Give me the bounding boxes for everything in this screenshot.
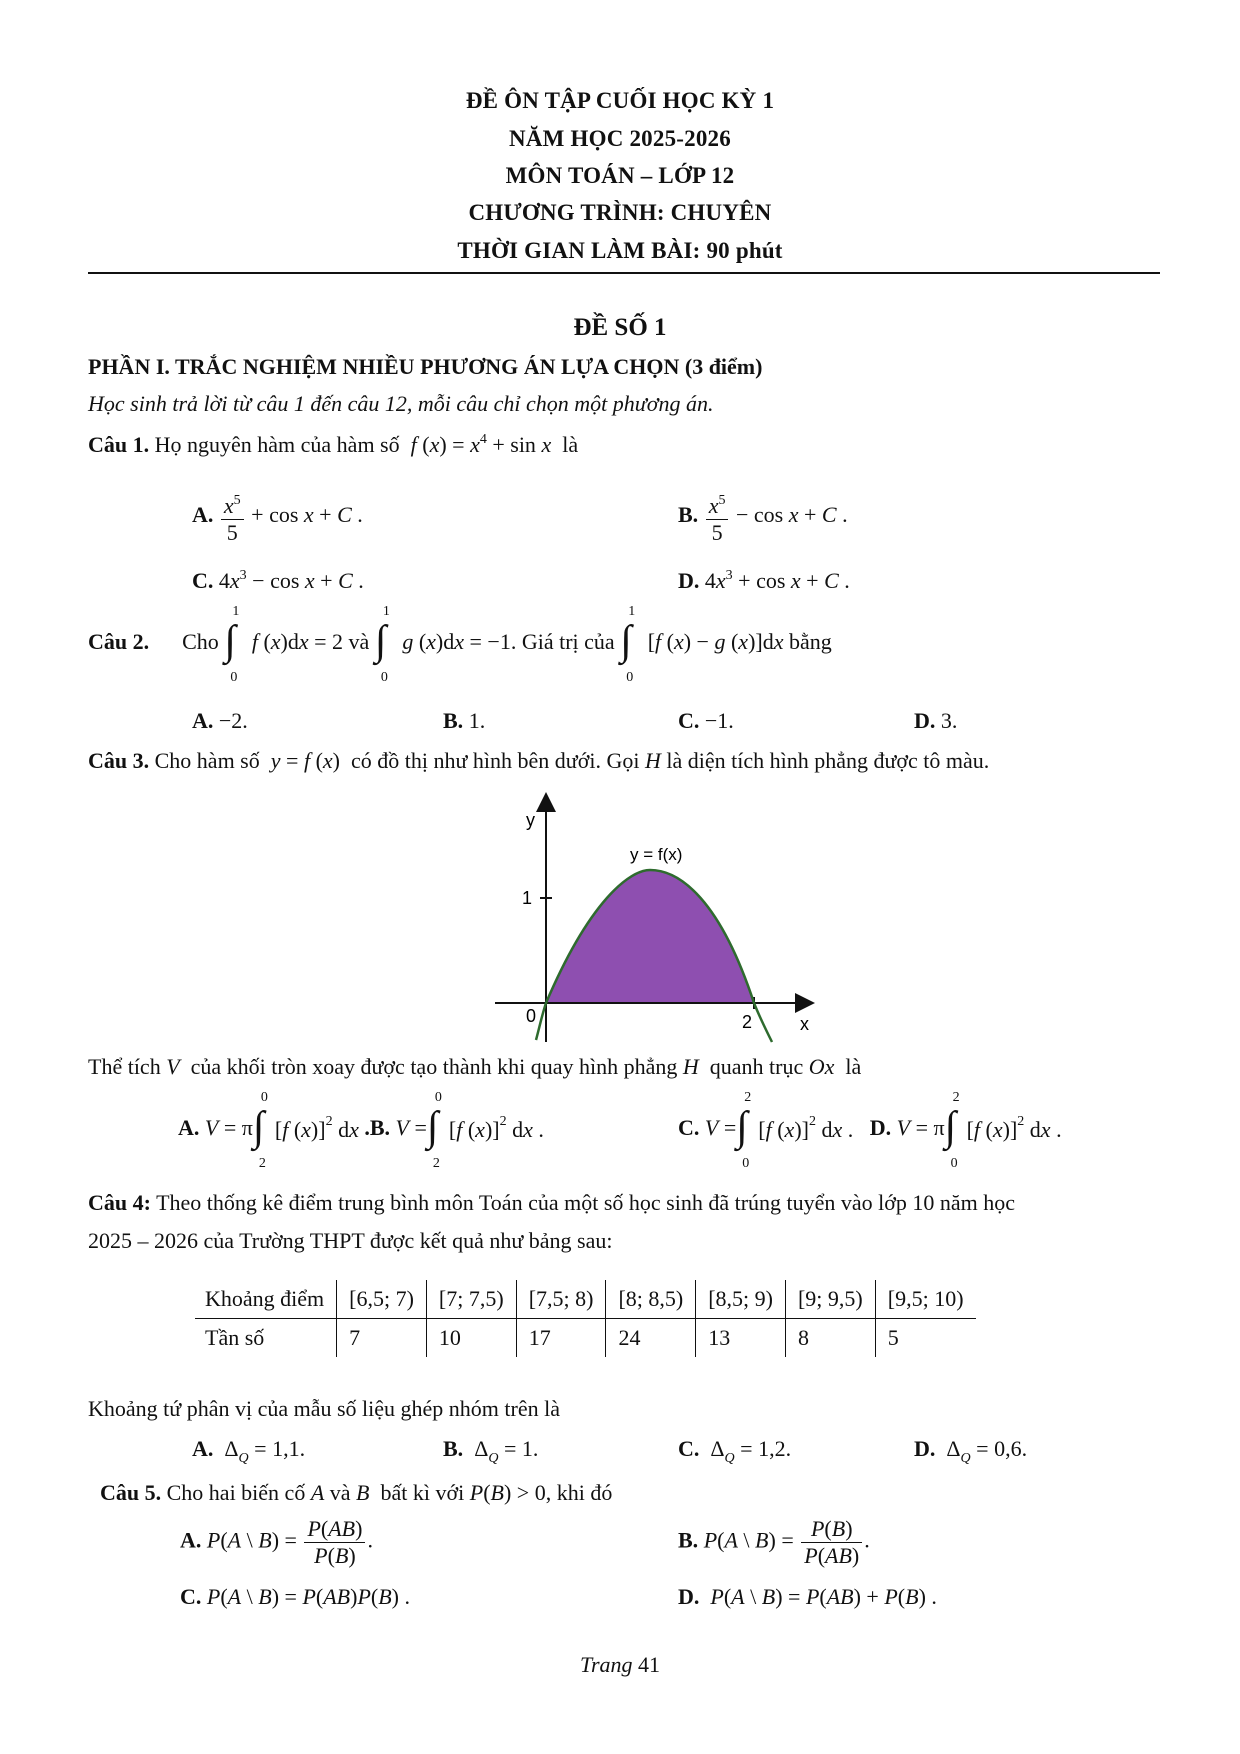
- section-instruction: Học sinh trả lời từ câu 1 đến câu 12, mỗi câu chỉ chọn một phương án.: [88, 391, 714, 416]
- header-line-1: ĐỀ ÔN TẬP CUỐI HỌC KỲ 1: [465, 88, 775, 113]
- q1-text: Họ nguyên hàm của hàm số: [154, 432, 400, 457]
- table-cell: 17: [516, 1319, 606, 1358]
- q2-option-c[interactable]: C. −1.: [678, 708, 734, 733]
- q3-option-b[interactable]: V = ∫ 0 2 [f (x)]$^2$ dx .: [395, 1090, 544, 1171]
- table-cell: 13: [696, 1319, 786, 1358]
- q3-text-volume: Thể tích V của khối tròn xoay được tạo thành khi quay hình phẳng H quanh trục Ox là: [88, 1054, 862, 1079]
- table-cell: [7,5; 8): [516, 1280, 606, 1319]
- integral-sign: ∫ 1 0: [224, 604, 240, 685]
- q1-option-d[interactable]: D. $4x^3 + \cos x + C$ .: [678, 568, 850, 593]
- q5-option-b[interactable]: B. P(A \ B) = $\frac{P(B)}{P(AB)}$ .: [678, 1516, 870, 1568]
- curve-label: y = f(x): [630, 845, 683, 864]
- q4-option-b[interactable]: B. $\Delta_Q = 1$.: [443, 1436, 539, 1466]
- page-footer: [0, 1652, 1240, 1678]
- q3-options-cd: [678, 1090, 1062, 1171]
- q3-option-b-letter: .B.: [364, 1115, 391, 1140]
- q1-option-a[interactable]: A. $\frac{x^5}{5}$ + cos x + C .: [192, 488, 363, 546]
- q5-option-c[interactable]: C. P(A \ B) = P(AB)P(B) .: [180, 1584, 410, 1609]
- origin-label: 0: [526, 1006, 537, 1026]
- q1-option-b[interactable]: B. $\frac{x^5}{5}$ − cos x + C .: [678, 488, 848, 546]
- table-cell: 10: [426, 1319, 516, 1358]
- q3-option-c[interactable]: C. V = ∫ 2 0 [f (x)]$^2$ dx .: [678, 1090, 854, 1171]
- page-number: 41: [638, 1652, 661, 1677]
- header-line-2: NĂM HỌC 2025-2026: [509, 126, 731, 151]
- q2-option-b[interactable]: B. 1.: [443, 708, 486, 733]
- table-cell: 24: [606, 1319, 696, 1358]
- header-rule: [88, 272, 1160, 274]
- x-tick-label: 2: [742, 1012, 753, 1032]
- table-cell: [8,5; 9): [696, 1280, 786, 1319]
- table-header-cell: Khoảng điểm: [195, 1280, 337, 1319]
- q2-label: Câu 2.: [88, 629, 150, 654]
- section-title: PHẦN I. TRẮC NGHIỆM NHIỀU PHƯƠNG ÁN LỰA CHỌN (3 điểm): [88, 354, 763, 379]
- q3-option-d[interactable]: D. V = π ∫ 2 0 [f (x)]$^2$ dx .: [869, 1090, 1062, 1171]
- q4-option-d[interactable]: D. $\Delta_Q = 0,6$.: [914, 1436, 1028, 1466]
- table-row: [195, 1319, 976, 1358]
- table-cell: 5: [875, 1319, 975, 1358]
- page-word: Trang: [579, 1652, 633, 1677]
- table-cell: [9; 9,5): [785, 1280, 875, 1319]
- y-axis-label: y: [526, 810, 535, 830]
- frequency-table: [195, 1280, 976, 1357]
- q4-option-a[interactable]: A. $\Delta_Q = 1,1$.: [192, 1436, 306, 1466]
- q4-option-c[interactable]: C. $\Delta_Q = 1,2$.: [678, 1436, 792, 1466]
- y-tick-label: 1: [522, 888, 533, 908]
- question-4-line-2: 2025 – 2026 của Trường THPT được kết quả như bảng sau:: [88, 1228, 613, 1253]
- q3-option-a[interactable]: A. V = π ∫ 0 2 [f (x)]$^2$ dx: [178, 1090, 359, 1171]
- table-cell: 7: [337, 1319, 427, 1358]
- exam-title: ĐỀ SỐ 1: [573, 314, 667, 341]
- integral-sign: ∫ 1 0: [620, 604, 636, 685]
- x-axis-label: x: [800, 1014, 809, 1034]
- table-header-cell: Tần số: [205, 1325, 265, 1350]
- q1-text-after: là: [562, 432, 579, 457]
- question-3: Câu 3. Cho hàm số y = f (x) có đồ thị như hình bên dưới. Gọi H là diện tích hình phẳng được tô màu.: [88, 748, 990, 773]
- header-line-5: THỜI GIAN LÀM BÀI: 90 phút: [457, 238, 783, 263]
- function-graph: [480, 790, 820, 1050]
- question-4: Câu 4: Theo thống kê điểm trung bình môn Toán của một số học sinh đã trúng tuyển vào lớp 10 năm học: [88, 1190, 1016, 1215]
- header-line-3: MÔN TOÁN – LỚP 12: [505, 163, 735, 188]
- question-1: Câu 1. Họ nguyên hàm của hàm số f $(x) = x^4 + \sin x$ là: [88, 432, 579, 457]
- table-cell: [7; 7,5): [426, 1280, 516, 1319]
- q5-option-d[interactable]: D. P(A \ B) = P(AB) + P(B) .: [678, 1584, 937, 1609]
- q1-option-c[interactable]: C. $4x^3 - \cos x + C$ .: [192, 568, 364, 593]
- header-line-4: CHƯƠNG TRÌNH: CHUYÊN: [468, 200, 772, 225]
- table-row: [195, 1280, 976, 1319]
- q3-options: [178, 1090, 544, 1171]
- shaded-region: [546, 870, 754, 1003]
- q4-question: Khoảng tứ phân vị của mẫu số liệu ghép nhóm trên là: [88, 1396, 560, 1421]
- q5-option-a[interactable]: A. P(A \ B) = $\frac{P(AB)}{P(B)}$ .: [180, 1516, 373, 1568]
- table-cell: 8: [785, 1319, 875, 1358]
- integral-sign: ∫ 1 0: [374, 604, 390, 685]
- table-cell: [6,5; 7): [337, 1280, 427, 1319]
- q1-label: Câu 1.: [88, 432, 150, 457]
- table-cell: [9,5; 10): [875, 1280, 975, 1319]
- question-5: Câu 5. Cho hai biến cố A và B bất kì với P(B) > 0, khi đó: [100, 1480, 613, 1505]
- table-cell: [8; 8,5): [606, 1280, 696, 1319]
- question-2: Câu 2. Cho ∫ 1 0 f (x)dx = 2 và ∫ 1 0 g (x)dx = −1. Giá trị của ∫ 1 0 [f (x) − g (x)]dx bằng: [88, 604, 832, 685]
- q2-option-a[interactable]: A. −2.: [192, 708, 248, 733]
- q2-option-d[interactable]: D. 3.: [914, 708, 958, 733]
